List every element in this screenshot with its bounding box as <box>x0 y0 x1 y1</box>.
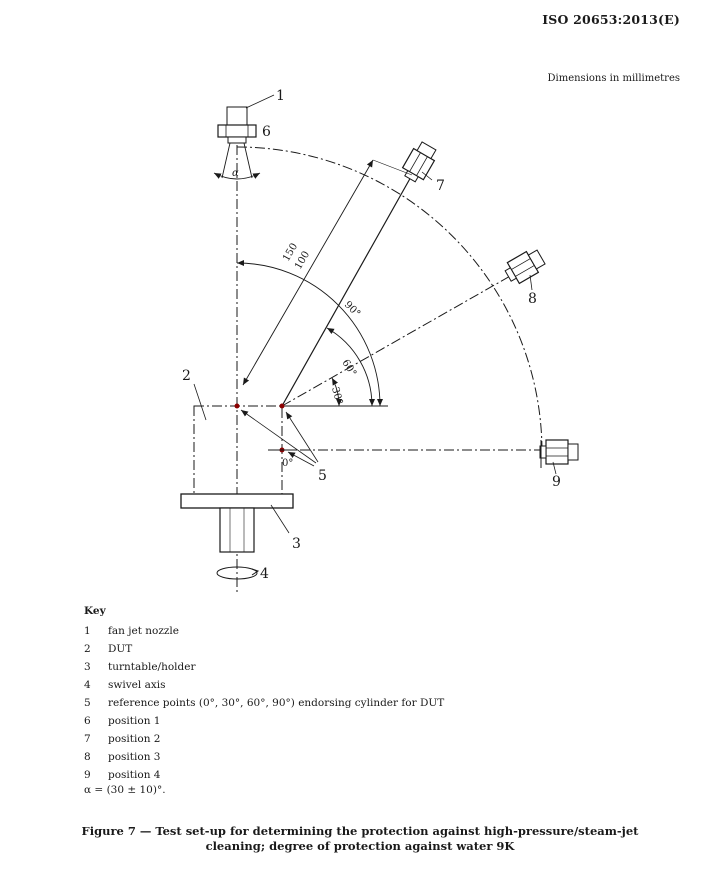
reference-point-top-right <box>280 404 285 409</box>
callout-4: 4 <box>260 566 269 582</box>
key-item: 2 DUT <box>84 643 133 655</box>
key-item: 8 position 3 <box>84 751 161 763</box>
key-title: Key <box>84 605 106 617</box>
callout-6: 6 <box>262 124 271 140</box>
nozzle-position-4 <box>540 440 578 464</box>
callout-8: 8 <box>528 291 537 307</box>
angle-label-30: 30° <box>329 385 345 406</box>
callout-2: 2 <box>182 368 191 384</box>
key-item: 6 position 1 <box>84 715 161 727</box>
key-item: 5 reference points (0°, 30°, 60°, 90°) endorsing cylinder for DUT <box>84 697 445 709</box>
angle-arc-90 <box>237 263 380 406</box>
callout-7: 7 <box>436 178 445 194</box>
callout-5: 5 <box>318 468 327 484</box>
key-item: 3 turntable/holder <box>84 661 196 673</box>
dimension-label-100: 100 <box>293 249 313 272</box>
key-item: 1 fan jet nozzle <box>84 625 179 637</box>
callout-3: 3 <box>292 536 301 552</box>
dimensions-note: Dimensions in millimetres <box>547 73 680 84</box>
figure-caption <box>60 824 660 854</box>
callout-9: 9 <box>552 474 561 490</box>
caption-line-1: Figure 7 — Test set-up for determining the protection against high-pressure/steam-jet <box>81 824 639 838</box>
document-id: ISO 20653:2013(E) <box>542 12 680 27</box>
callout-1: 1 <box>276 88 285 104</box>
key-item: 9 position 4 <box>84 769 161 781</box>
swivel-shaft <box>220 508 254 552</box>
dimension-label-150: 150 <box>281 241 301 264</box>
nozzle-position-3 <box>502 247 547 287</box>
key-item: 4 swivel axis <box>84 679 166 691</box>
angle-label-0: 0° <box>282 458 294 469</box>
alpha-note: α = (30 ± 10)°. <box>84 784 166 796</box>
caption-line-2: cleaning; degree of protection against water 9K <box>205 839 515 853</box>
reference-point-top-center <box>235 404 240 409</box>
angle-label-60: 60° <box>339 357 359 379</box>
turntable-holder <box>181 494 293 508</box>
alpha-label: α <box>232 168 239 179</box>
nozzle-position-2 <box>400 140 440 185</box>
key-item: 7 position 2 <box>84 733 161 745</box>
angle-label-90: 90° <box>341 299 363 320</box>
key-list <box>84 622 444 784</box>
thirty-degree-line <box>282 275 512 406</box>
